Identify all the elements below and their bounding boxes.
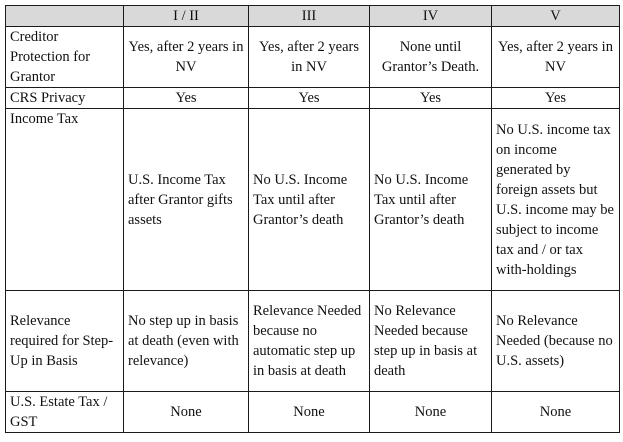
table-row-income-tax (6, 109, 620, 291)
cell-crs-iii: Yes (249, 88, 370, 109)
row-label-crs-privacy: CRS Privacy (6, 88, 124, 109)
header-column-iii: III (249, 6, 370, 27)
cell-estate-i-ii: None (124, 392, 249, 433)
cell-relevance-v: No Relevance Needed (because no U.S. assets) (492, 291, 620, 392)
cell-estate-v: None (492, 392, 620, 433)
cell-relevance-iv: No Relevance Needed because step up in basis at death (370, 291, 492, 392)
cell-income-i-ii: U.S. Income Tax after Grantor gifts assets (124, 109, 249, 291)
table-row-step-up-relevance (6, 291, 620, 392)
cell-estate-iii: None (249, 392, 370, 433)
cell-crs-v: Yes (492, 88, 620, 109)
cell-creditor-v: Yes, after 2 years in NV (492, 27, 620, 88)
table-row-creditor-protection (6, 27, 620, 88)
header-column-v: V (492, 6, 620, 27)
table-row-crs-privacy (6, 88, 620, 109)
header-corner-cell (6, 6, 124, 27)
cell-relevance-i-ii: No step up in basis at death (even with relevance) (124, 291, 249, 392)
cell-crs-iv: Yes (370, 88, 492, 109)
cell-estate-iv: None (370, 392, 492, 433)
header-row (6, 6, 620, 27)
row-label-creditor-protection: Creditor Protection for Grantor (6, 27, 124, 88)
row-label-income-tax: Income Tax (6, 109, 124, 291)
cell-income-v: No U.S. income tax on income generated by foreign assets but U.S. income may be subject to income tax and / or tax with-holdings (492, 109, 620, 291)
table-row-estate-tax (6, 392, 620, 433)
comparison-table-container (5, 5, 619, 433)
trust-comparison-table (5, 5, 620, 433)
header-column-iv: IV (370, 6, 492, 27)
row-label-estate-tax: U.S. Estate Tax / GST (6, 392, 124, 433)
cell-creditor-i-ii: Yes, after 2 years in NV (124, 27, 249, 88)
cell-income-iv: No U.S. Income Tax until after Grantor’s death (370, 109, 492, 291)
row-label-step-up-relevance: Relevance required for Step-Up in Basis (6, 291, 124, 392)
cell-income-iii: No U.S. Income Tax until after Grantor’s death (249, 109, 370, 291)
cell-crs-i-ii: Yes (124, 88, 249, 109)
cell-creditor-iv: None until Grantor’s Death. (370, 27, 492, 88)
header-column-i-ii: I / II (124, 6, 249, 27)
cell-relevance-iii: Relevance Needed because no automatic step up in basis at death (249, 291, 370, 392)
cell-creditor-iii: Yes, after 2 years in NV (249, 27, 370, 88)
